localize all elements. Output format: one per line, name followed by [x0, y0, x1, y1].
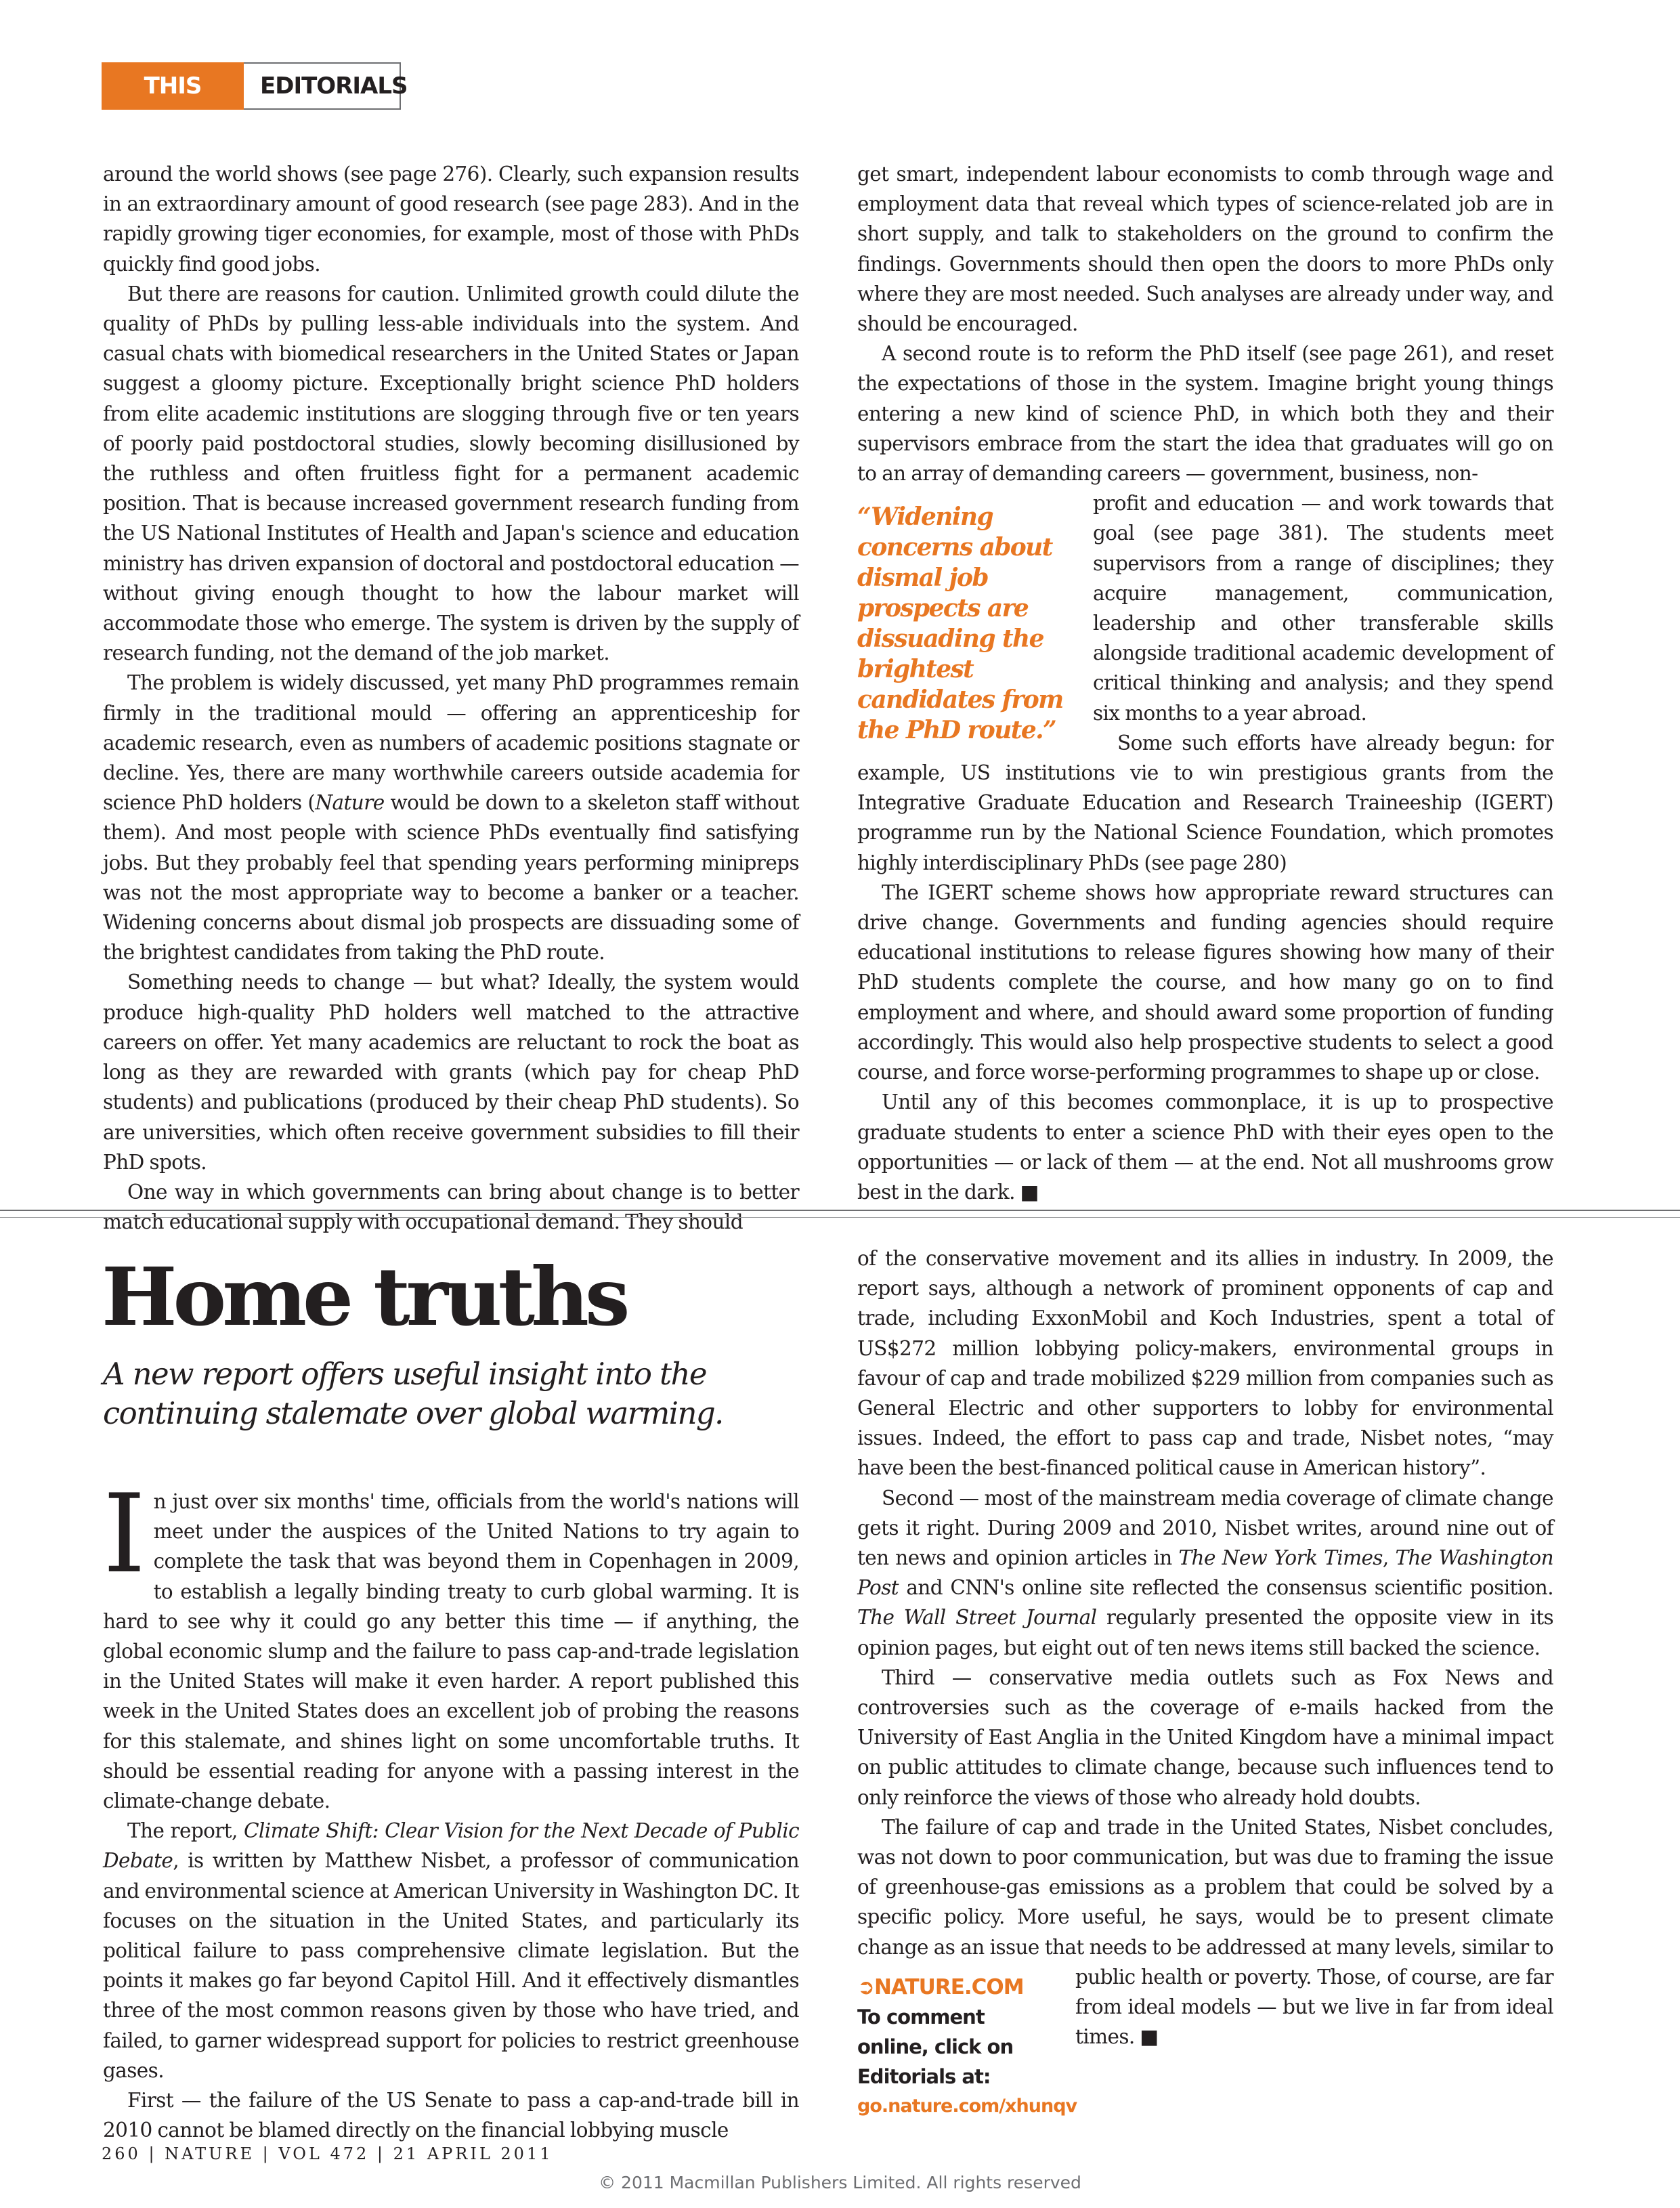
paragraph: get smart, independent labour economists to comb through wage and employment data that reveal which types of science-related job are in short supply, and talk to stakeholders on the ground to confirm the findings. Governments should then open the doors to more PhDs only where they are most needed. Such analyses are already under way, and should be encouraged.: [857, 163, 1553, 336]
nature-com-link[interactable]: ➲NATURE.COM: [857, 1975, 1024, 1999]
paragraph: The IGERT scheme shows how appropriate reward structures can drive change. Governments and funding agencies should require educational institutions to release figures showing how many of their PhD students complete the course, and how many go on to find employment and where, and should award some proportion of funding accordingly. This would also help prospective students to select a good course, and force worse-performing programmes to shape up or close.: [857, 880, 1553, 1084]
paragraph: But there are reasons for caution. Unlimited growth could dilute the quality of PhDs by pulling less-able individuals into the system. And casual chats with biomedical researchers in the United States or Japan suggest a gloomy picture. Exceptionally bright science PhD holders from elite academic institutions are slogging through five or ten years of poorly paid postdoctoral studies, slowly becoming disillusioned by the ruthless and often fruitless fight for a permanent academic position. That is because increased government research funding from the US National Institutes of Health and Japan's science and education ministry has driven expansion of doctoral and postdoctoral education — without giving enough thought to how the labour market will accommodate those who emerge. The system is driven by the supply of research funding, not the demand of the job market.: [103, 282, 799, 665]
paragraph: One way in which governments can bring about change is to better match educational supply with occupational demand. They should: [103, 1180, 799, 1234]
end-mark: ■: [1020, 1180, 1039, 1204]
paragraph: A second route is to reform the PhD itself (see page 261), and reset the expectations of those in the system. Imagine bright young things entering a new kind of science PhD, in which both they and their supervisors embrace from the start the idea that graduates will go on to an array of demanding careers — government, business, non-: [857, 342, 1553, 486]
paragraph: of the conservative movement and its allies in industry. In 2009, the report says, although a network of prominent opponents of cap and trade, including ExxonMobil and Koch Industries, spent a total of US$272 million lobbying policy-makers, environmental groups in favour of cap and trade mobilized $229 million from companies such as General Electric and other supporters to lobby for environmental issues. Indeed, the effort to pass cap and trade, Nisbet notes, “may have been the best-financed political cause in American history”.: [857, 1247, 1553, 1480]
article-column-1: [103, 1470, 799, 2145]
comment-url-link[interactable]: go.nature.com/xhunqv: [857, 2096, 1077, 2117]
section-divider: [0, 1210, 1680, 1211]
arrow-icon: ➲: [857, 1975, 874, 1999]
article-headline: Home truths: [102, 1250, 626, 1344]
section-header: [102, 62, 408, 147]
paragraph: Until any of this becomes commonplace, it is up to prospective graduate students to enter a science PhD with their eyes open to the opportunities — or lack of them — at the end. Not all mushrooms grow best in the dark. ■: [857, 1090, 1553, 1204]
paragraph: The report, Climate Shift: Clear Vision for the Next Decade of Public Debate, is written by Matthew Nisbet, a professor of communication and environmental science at American University in Washington DC. It focuses on the situation in the United States, and particularly its political failure to pass comprehensive climate legislation. But the points it makes go far beyond Capitol Hill. And it effectively dismantles three of the most common reasons given by those who have tried, and failed, to garner widespread support for policies to restrict greenhouse gases.: [103, 1819, 799, 2082]
section-divider-thin: [0, 1217, 1680, 1218]
pull-quote: “Widening concerns about dismal job prospects are dissuading the brightest candidates from the PhD route.”: [857, 503, 1063, 745]
paragraph: First — the failure of the US Senate to pass a cap-and-trade bill in 2010 cannot be blamed directly on the financial lobbying muscle: [103, 2089, 799, 2142]
top-column-1: [103, 159, 799, 1237]
paragraph: profit and education — and work towards that goal (see page 381). The students meet supervisors from a range of disciplines; they acquire management, communication, leadership and other transferable skills alongside traditional academic development of critical thinking and analysis; and they spend six months to a year abroad.: [1093, 492, 1553, 725]
paragraph: The failure of cap and trade in the United States, Nisbet concludes, was not down to poor communication, but was due to framing the issue of greenhouse-gas emissions as a problem that could be solved by a specific policy. More useful, he says, would be to present climate change as an issue that needs to be addressed at many levels, similar to public health or poverty. Those, of course, are far from ideal models — but we live in far from ideal times. ■: [857, 1815, 1553, 2049]
drop-cap: I: [103, 1470, 146, 1597]
article-standfirst: A new report offers useful insight into the continuing stalemate over global warming.: [103, 1356, 723, 1431]
paragraph: Some such efforts have already begun: for example, US institutions vie to win prestigious grants from the Integrative Graduate Education and Research Traineeship (IGERT) programme run by the National Science Foundation, which promotes highly interdisciplinary PhDs (see page 280): [857, 731, 1553, 874]
paragraph: Something needs to change — but what? Ideally, the system would produce high-quality PhD holders well matched to the attractive careers on offer. Yet many academics are reluctant to rock the boat as long as they are rewarded with grants (which pay for cheap PhD students) and publications (produced by their cheap PhD students). So are universities, which often receive government subsidies to fill their PhD spots.: [103, 971, 799, 1174]
top-column-2: [857, 159, 1553, 1207]
copyright-notice: © 2011 Macmillan Publishers Limited. All rights reserved: [599, 2173, 1081, 2192]
end-mark: ■: [1140, 2025, 1159, 2049]
paragraph: around the world shows (see page 276). Clearly, such expansion results in an extraordinary amount of good research (see page 283). And in the rapidly growing tiger economies, for example, most of those with PhDs quickly find good jobs.: [103, 163, 799, 276]
this-week-tab: THIS WEEK: [102, 62, 244, 110]
page-folio: 260 | NATURE | VOL 472 | 21 APRIL 2011: [102, 2144, 553, 2163]
section-name-tab: EDITORIALS: [244, 62, 401, 110]
comment-box: [857, 1972, 1077, 2121]
paragraph: The problem is widely discussed, yet many PhD programmes remain firmly in the traditional mould — offering an apprenticeship for academic research, even as numbers of academic positions stagnate or decline. Yes, there are many worthwhile careers outside academia for science PhD holders (Nature would be down to a skeleton staff without them). And most people with science PhDs eventually find satisfying jobs. But they probably feel that spending years performing minipreps was not the most appropriate way to become a banker or a teacher. Widening concerns about dismal job prospects are dissuading some of the brightest candidates from taking the PhD route.: [103, 671, 799, 964]
paragraph: Second — most of the mainstream media coverage of climate change gets it right. During 2009 and 2010, Nisbet writes, around nine out of ten news and opinion articles in The New York Times, The Washington Post and CNN's online site reflected the consensus scientific position. The Wall Street Journal regularly presented the opposite view in its opinion pages, but eight out of ten news items still backed the science.: [857, 1486, 1553, 1659]
paragraph: Third — conservative media outlets such as Fox News and controversies such as the coverage of e-mails hacked from the University of East Anglia in the United Kingdom have a minimal impact on public attitudes to climate change, because such influences tend to only reinforce the views of those who already hold doubts.: [857, 1665, 1553, 1809]
paragraph: In just over six months' time, officials from the world's nations will meet under the auspices of the United Nations to try again to complete the task that was beyond them in Copenhagen in 2009, to establish a legally binding treaty to curb global warming. It is hard to see why it could go any better this time — if anything, the global economic slump and the failure to pass cap-and-trade legislation in the United States will make it even harder. A report published this week in the United States does an excellent job of probing the reasons for this stalemate, and shines light on some uncomfortable truths. It should be essential reading for anyone with a passing interest in the climate-change debate.: [103, 1470, 799, 1813]
comment-prompt: To comment online, click on Editorials at:: [857, 2005, 1014, 2088]
